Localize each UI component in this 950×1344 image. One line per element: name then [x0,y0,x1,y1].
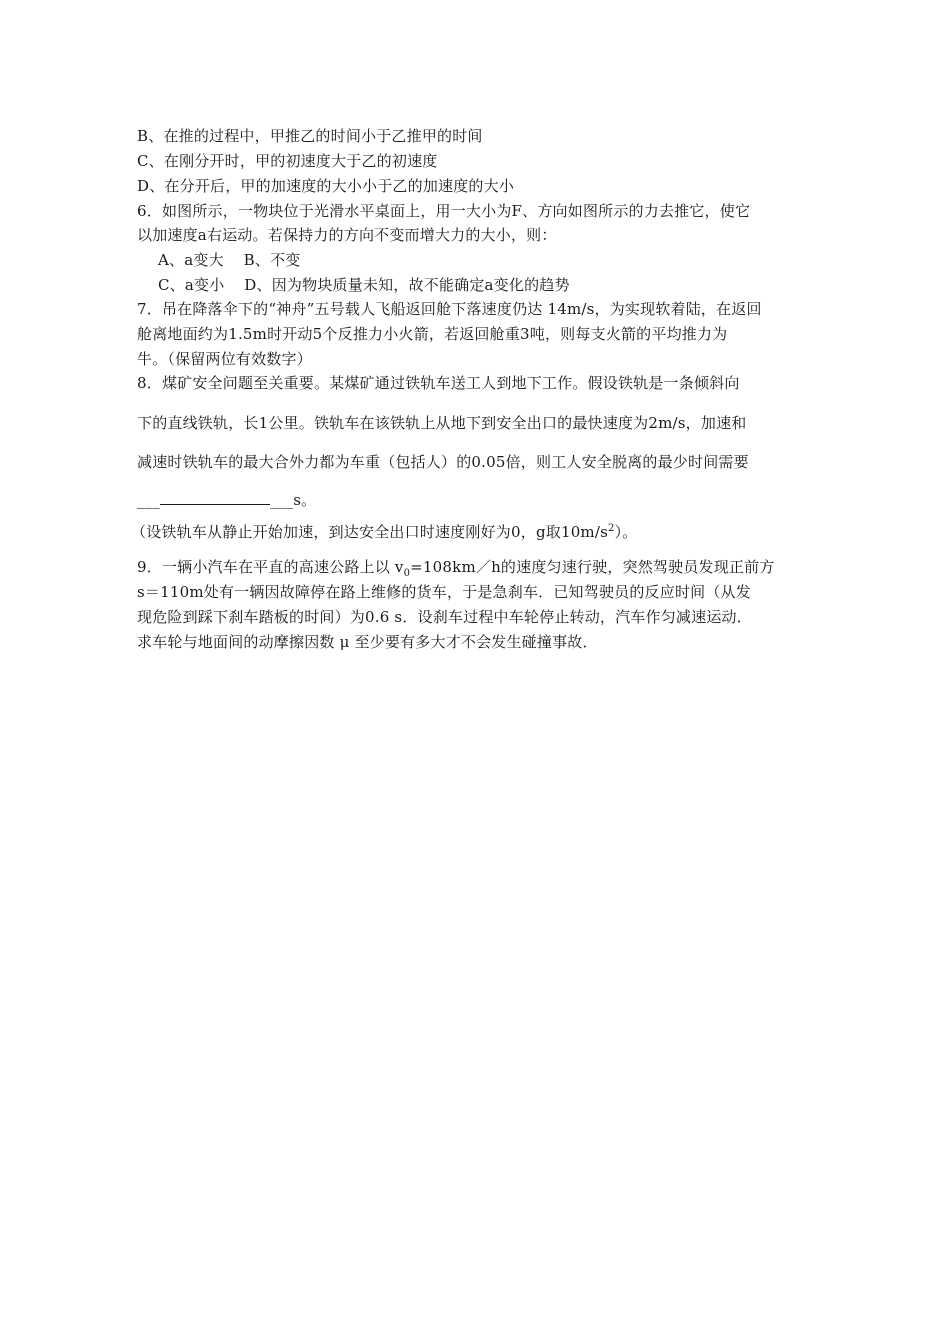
question-9-line-1 [137,557,775,584]
question-8-line-3: 减速时铁轨车的最大合外力都为车重（包括人）的0.05倍，则工人安全脱离的最少时间需要 [137,453,749,471]
question-9-line-2: s＝110m处有一辆因故障停在路上维修的货车，于是急刹车．已知驾驶员的反应时间（从发 [137,583,751,601]
answer-blank [160,490,270,505]
question-6-options-cd: C、a变小 D、因为物块质量未知，故不能确定a变化的趋势 [158,276,570,294]
option-d-line: D、在分开后，甲的加速度的大小小于乙的加速度的大小 [137,177,515,195]
question-8-line-2: 下的直线铁轨，长1公里。铁轨车在该铁轨上从地下到安全出口的最快速度为2m/s，加速和 [137,414,747,432]
question-9-line-4: 求车轮与地面间的动摩擦因数 μ 至少要有多大才不会发生碰撞事故． [137,633,598,651]
answer-prefix: ___ [137,491,161,509]
note-superscript: 2 [608,523,615,534]
note-text-end: ）。 [614,523,638,541]
question-6-line-1: 6．如图所示，一物块位于光滑水平桌面上，用一大小为F、方向如图所示的力去推它，使它 [137,202,751,220]
question-6-line-2: 以加速度a右运动。若保持力的方向不变而增大力的大小，则： [137,226,557,244]
question-7-line-2: 舱离地面约为1.5m时开动5个反推力小火箭，若返回舱重3吨，则每支火箭的平均推力为 [137,325,728,343]
question-8-note [131,519,637,542]
q9-text-a: 9．一辆小汽车在平直的高速公路上以 v [137,558,404,576]
note-text: （设铁轨车从静止开始加速，到达安全出口时速度刚好为0，g取10m/s [131,523,609,541]
q9-text-b: =108km／h的速度匀速行驶，突然驾驶员发现正前方 [410,558,775,576]
question-8-line-1: 8．煤矿安全问题至关重要。某煤矿通过铁轨车送工人到地下工作。假设铁轨是一条倾斜向 [137,374,740,392]
q9-subscript: 0 [403,568,411,579]
question-7-line-3: 牛。（保留两位有效数字） [137,350,312,368]
answer-suffix: ___s。 [270,491,317,509]
question-7-line-1: 7．吊在降落伞下的“神舟”五号载人飞船返回舱下落速度仍达 14m/s，为实现软着陆，在返回 [137,300,762,318]
question-6-options-ab: A、a变大 B、不变 [158,251,301,269]
option-c-line: C、在刚分开时，甲的初速度大于乙的初速度 [137,152,438,170]
option-b-line: B、在推的过程中，甲推乙的时间小于乙推甲的时间 [137,127,483,145]
question-9-line-3: 现危险到踩下刹车踏板的时间）为0.6 s．设刹车过程中车轮停止转动，汽车作匀减速运动． [137,608,752,626]
question-8-answer-line [137,490,316,510]
